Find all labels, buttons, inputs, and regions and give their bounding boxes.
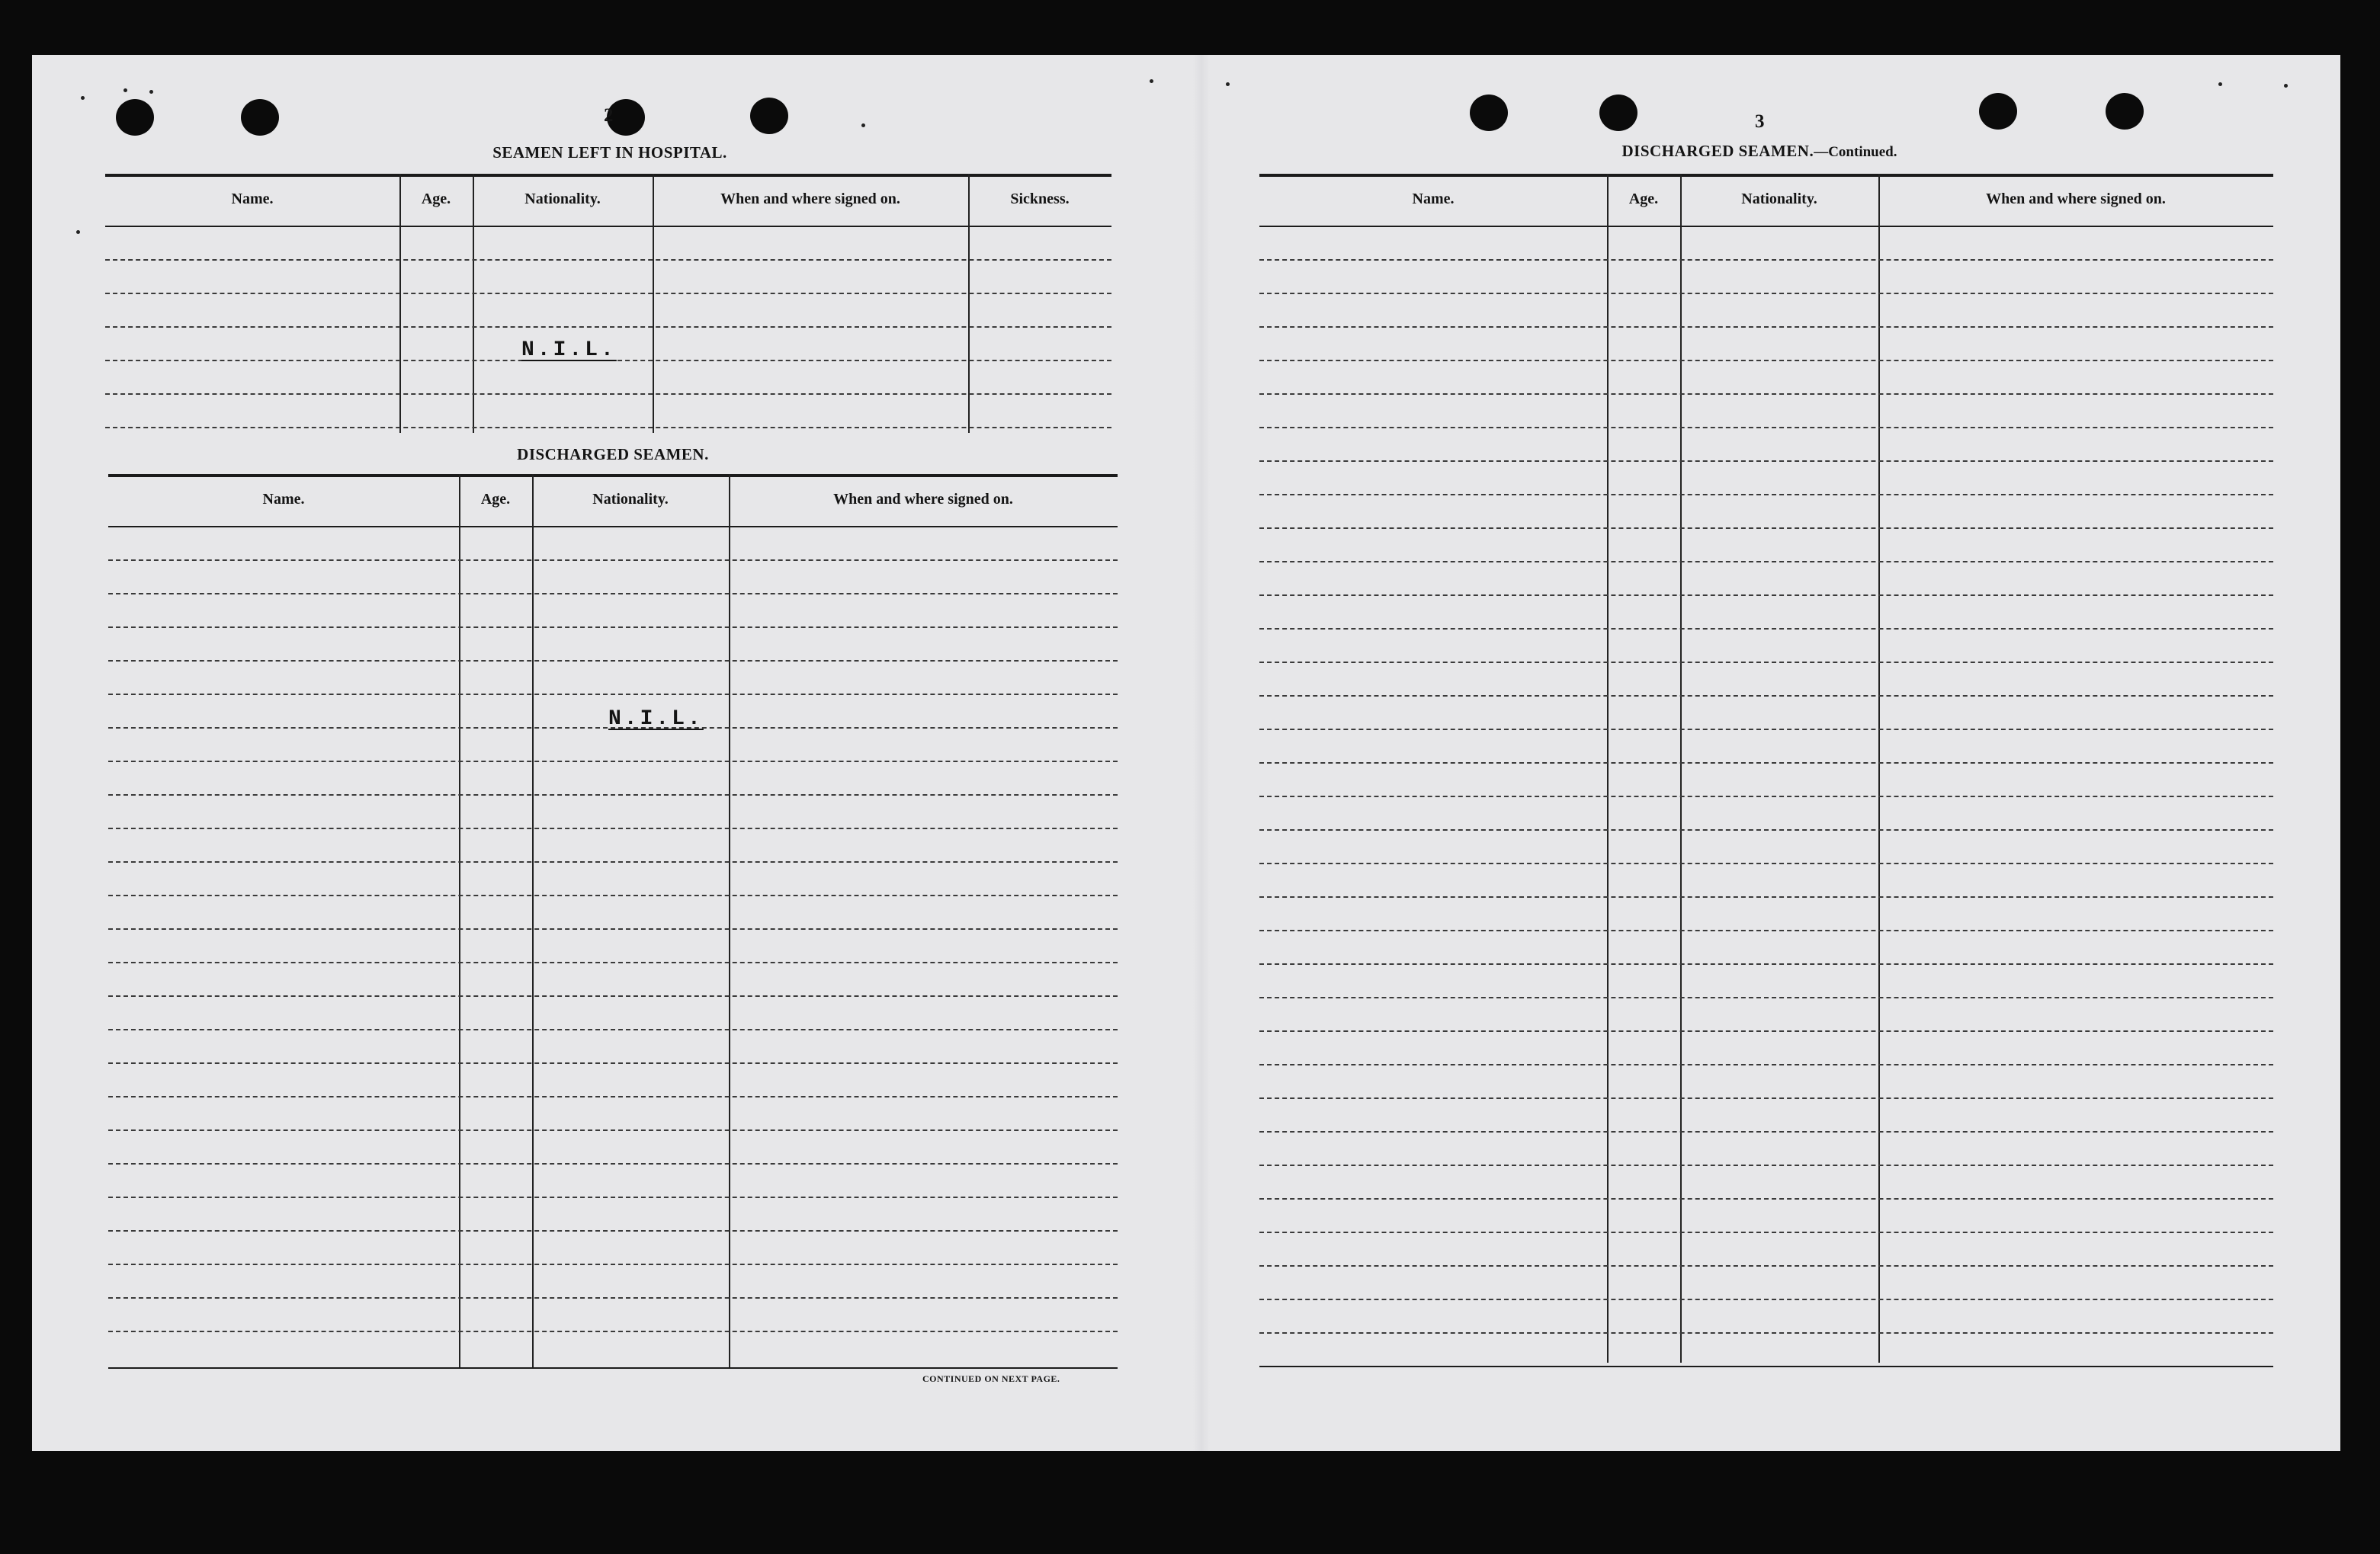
page-gutter: [1193, 55, 1210, 1451]
discharged-table: [108, 474, 1118, 1373]
punch-hole-icon: [1979, 93, 2017, 130]
nil-entry: N.I.L.: [608, 707, 704, 731]
speck-icon: [149, 90, 153, 94]
continued-note: CONTINUED ON NEXT PAGE.: [922, 1373, 1060, 1384]
punch-hole-icon: [750, 98, 788, 134]
punch-hole-icon: [1599, 95, 1637, 131]
column-header-sickness: Sickness.: [1010, 191, 1070, 207]
speck-icon: [76, 230, 80, 234]
column-header-nationality: Nationality.: [524, 191, 601, 207]
column-header-name: Name.: [262, 491, 305, 508]
column-header-signed-on: When and where signed on.: [720, 191, 900, 207]
column-header-nationality: Nationality.: [592, 491, 669, 508]
speck-icon: [123, 88, 127, 92]
speck-icon: [2218, 82, 2222, 86]
nil-entry: N.I.L.: [521, 338, 617, 362]
punch-hole-icon: [2106, 93, 2144, 130]
column-header-nationality: Nationality.: [1741, 191, 1817, 207]
column-header-name: Name.: [1412, 191, 1455, 207]
column-header-age: Age.: [421, 191, 451, 207]
column-header-age: Age.: [1628, 191, 1659, 207]
column-header-age: Age.: [480, 491, 511, 508]
column-header-signed-on: When and where signed on.: [833, 491, 1013, 508]
section-title-discharged-continued: [1622, 142, 1897, 161]
speck-icon: [81, 96, 85, 100]
speck-icon: [1150, 79, 1153, 83]
punch-hole-icon: [241, 99, 279, 136]
section-title-suffix: —Continued.: [1814, 144, 1897, 160]
page-number: 3: [1755, 111, 1765, 132]
hospital-table: [105, 174, 1111, 437]
section-title-text: DISCHARGED SEAMEN.: [1621, 142, 1814, 160]
section-title-hospital: SEAMEN LEFT IN HOSPITAL.: [492, 143, 727, 162]
section-title-discharged: DISCHARGED SEAMEN.: [517, 445, 709, 463]
page-number: 2: [604, 105, 614, 126]
punch-hole-icon: [1470, 95, 1508, 131]
column-header-name: Name.: [231, 191, 274, 207]
discharged-continued-table: [1259, 174, 2273, 1372]
column-header-signed-on: When and where signed on.: [1986, 191, 2166, 207]
speck-icon: [1226, 82, 1230, 86]
speck-icon: [2284, 84, 2288, 88]
speck-icon: [861, 123, 865, 127]
punch-hole-icon: [116, 99, 154, 136]
